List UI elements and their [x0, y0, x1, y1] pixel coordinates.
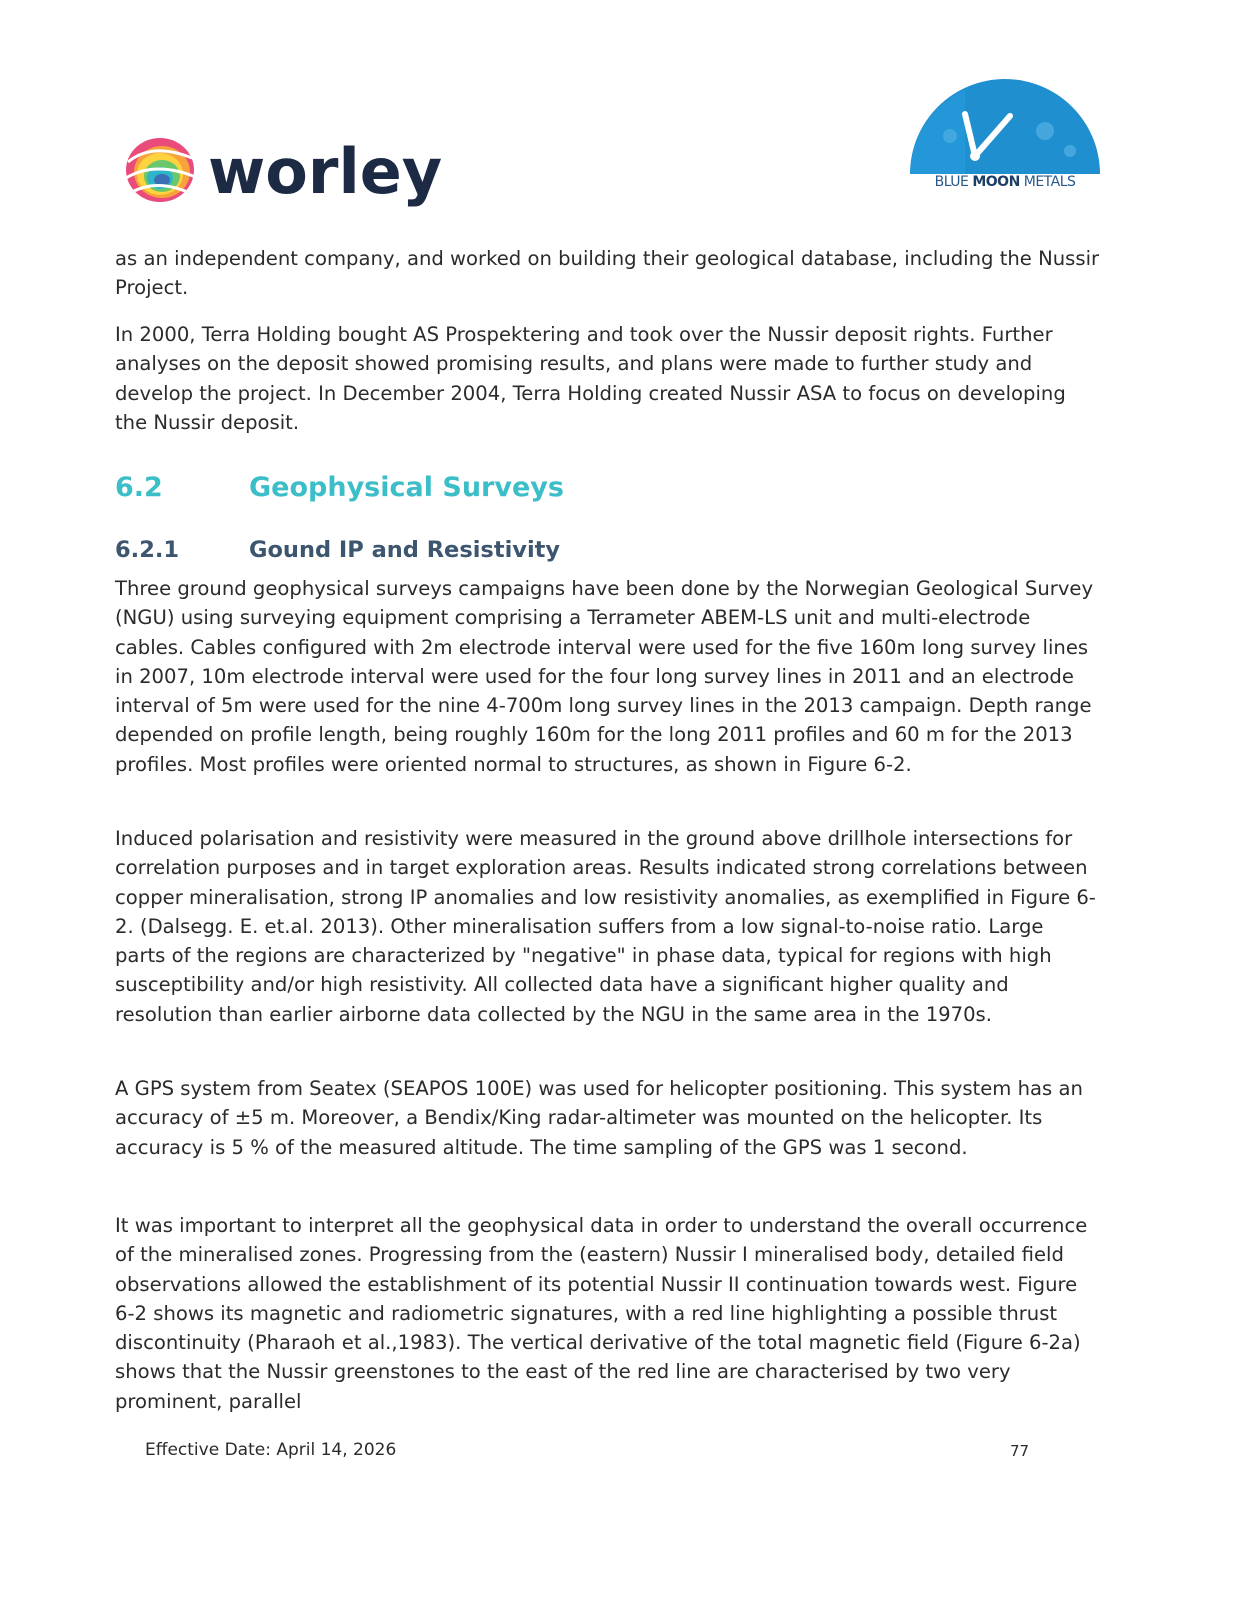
paragraph-2: In 2000, Terra Holding bought AS Prospektering and took over the Nussir deposit rights. Further analyses on the deposit showed promising results, and plans were made to further study and develop the project. In December 2004, Terra Holding created Nussir ASA to focus on developing the Nussir deposit. [115, 323, 1066, 434]
worley-swirl-icon [122, 132, 202, 212]
blue-moon-metals-logo [905, 76, 1105, 206]
paragraph-4: Induced polarisation and resistivity were measured in the ground above drillhole intersections for correlation purposes and in target exploration areas. Results indicated strong correlations between copper mineralisation, strong IP anomalies and low resistivity anomalies, as exemplified in Figure 6-2. (Dalsegg. E. et.al. 2013). Other mineralisation suffers from a low signal-to-noise ratio. Large parts of the regions are characterized by "negative" in phase data, typical for regions with high susceptibility and/or high resistivity. All collected data have a significant higher quality and resolution than earlier airborne data collected by the NGU in the same area in the 1970s. [115, 827, 1096, 1026]
blue-moon-metals-text [905, 174, 1105, 190]
paragraph-1: as an independent company, and worked on building their geological database, including the Nussir Project. [115, 247, 1100, 300]
effective-date: Effective Date: April 14, 2026 [145, 1440, 397, 1460]
brand-part-moon: MOON [972, 174, 1020, 190]
worley-wordmark: worley [208, 135, 443, 208]
section-number: 6.2 [115, 472, 163, 503]
moon-clock-icon [905, 76, 1105, 176]
worley-logo [122, 132, 442, 222]
paragraph-6: It was important to interpret all the geophysical data in order to understand the overall occurrence of the mineralised zones. Progressing from the (eastern) Nussir I mineralised body, detailed field observations allowed the establishment of its potential Nussir II continuation towards west. Figure 6-2 shows its magnetic and radiometric signatures, with a red line highlighting a possible thrust discontinuity (Pharaoh et al.,1983). The vertical derivative of the total magnetic field (Figure 6-2a) shows that the Nussir greenstones to the east of the red line are characterised by two very prominent, parallel [115, 1214, 1088, 1413]
page-number: 77 [1010, 1442, 1030, 1460]
brand-part-metals: METALS [1019, 174, 1076, 190]
paragraph-3: Three ground geophysical surveys campaigns have been done by the Norwegian Geological Survey (NGU) using surveying equipment comprising a Terrameter ABEM-LS unit and multi-electrode cables. Cables configured with 2m electrode interval were used for the five 160m long survey lines in 2007, 10m electrode interval were used for the four long survey lines in 2011 and an electrode interval of 5m were used for the nine 4-700m long survey lines in the 2013 campaign. Depth range depended on profile length, being roughly 160m for the long 2011 profiles and 60 m for the 2013 profiles. Most profiles were oriented normal to structures, as shown in Figure 6-2. [115, 577, 1094, 776]
subsection-title: Gound IP and Resistivity [249, 537, 561, 563]
subsection-heading [115, 537, 560, 563]
paragraph-5: A GPS system from Seatex (SEAPOS 100E) was used for helicopter positioning. This system has an accuracy of ±5 m. Moreover, a Bendix/King radar-altimeter was mounted on the helicopter. Its accuracy is 5 % of the measured altitude. The time sampling of the GPS was 1 second. [115, 1077, 1083, 1159]
subsection-number: 6.2.1 [115, 537, 180, 563]
brand-part-blue: BLUE [934, 174, 973, 190]
section-heading [115, 472, 564, 503]
section-title: Geophysical Surveys [249, 472, 564, 503]
